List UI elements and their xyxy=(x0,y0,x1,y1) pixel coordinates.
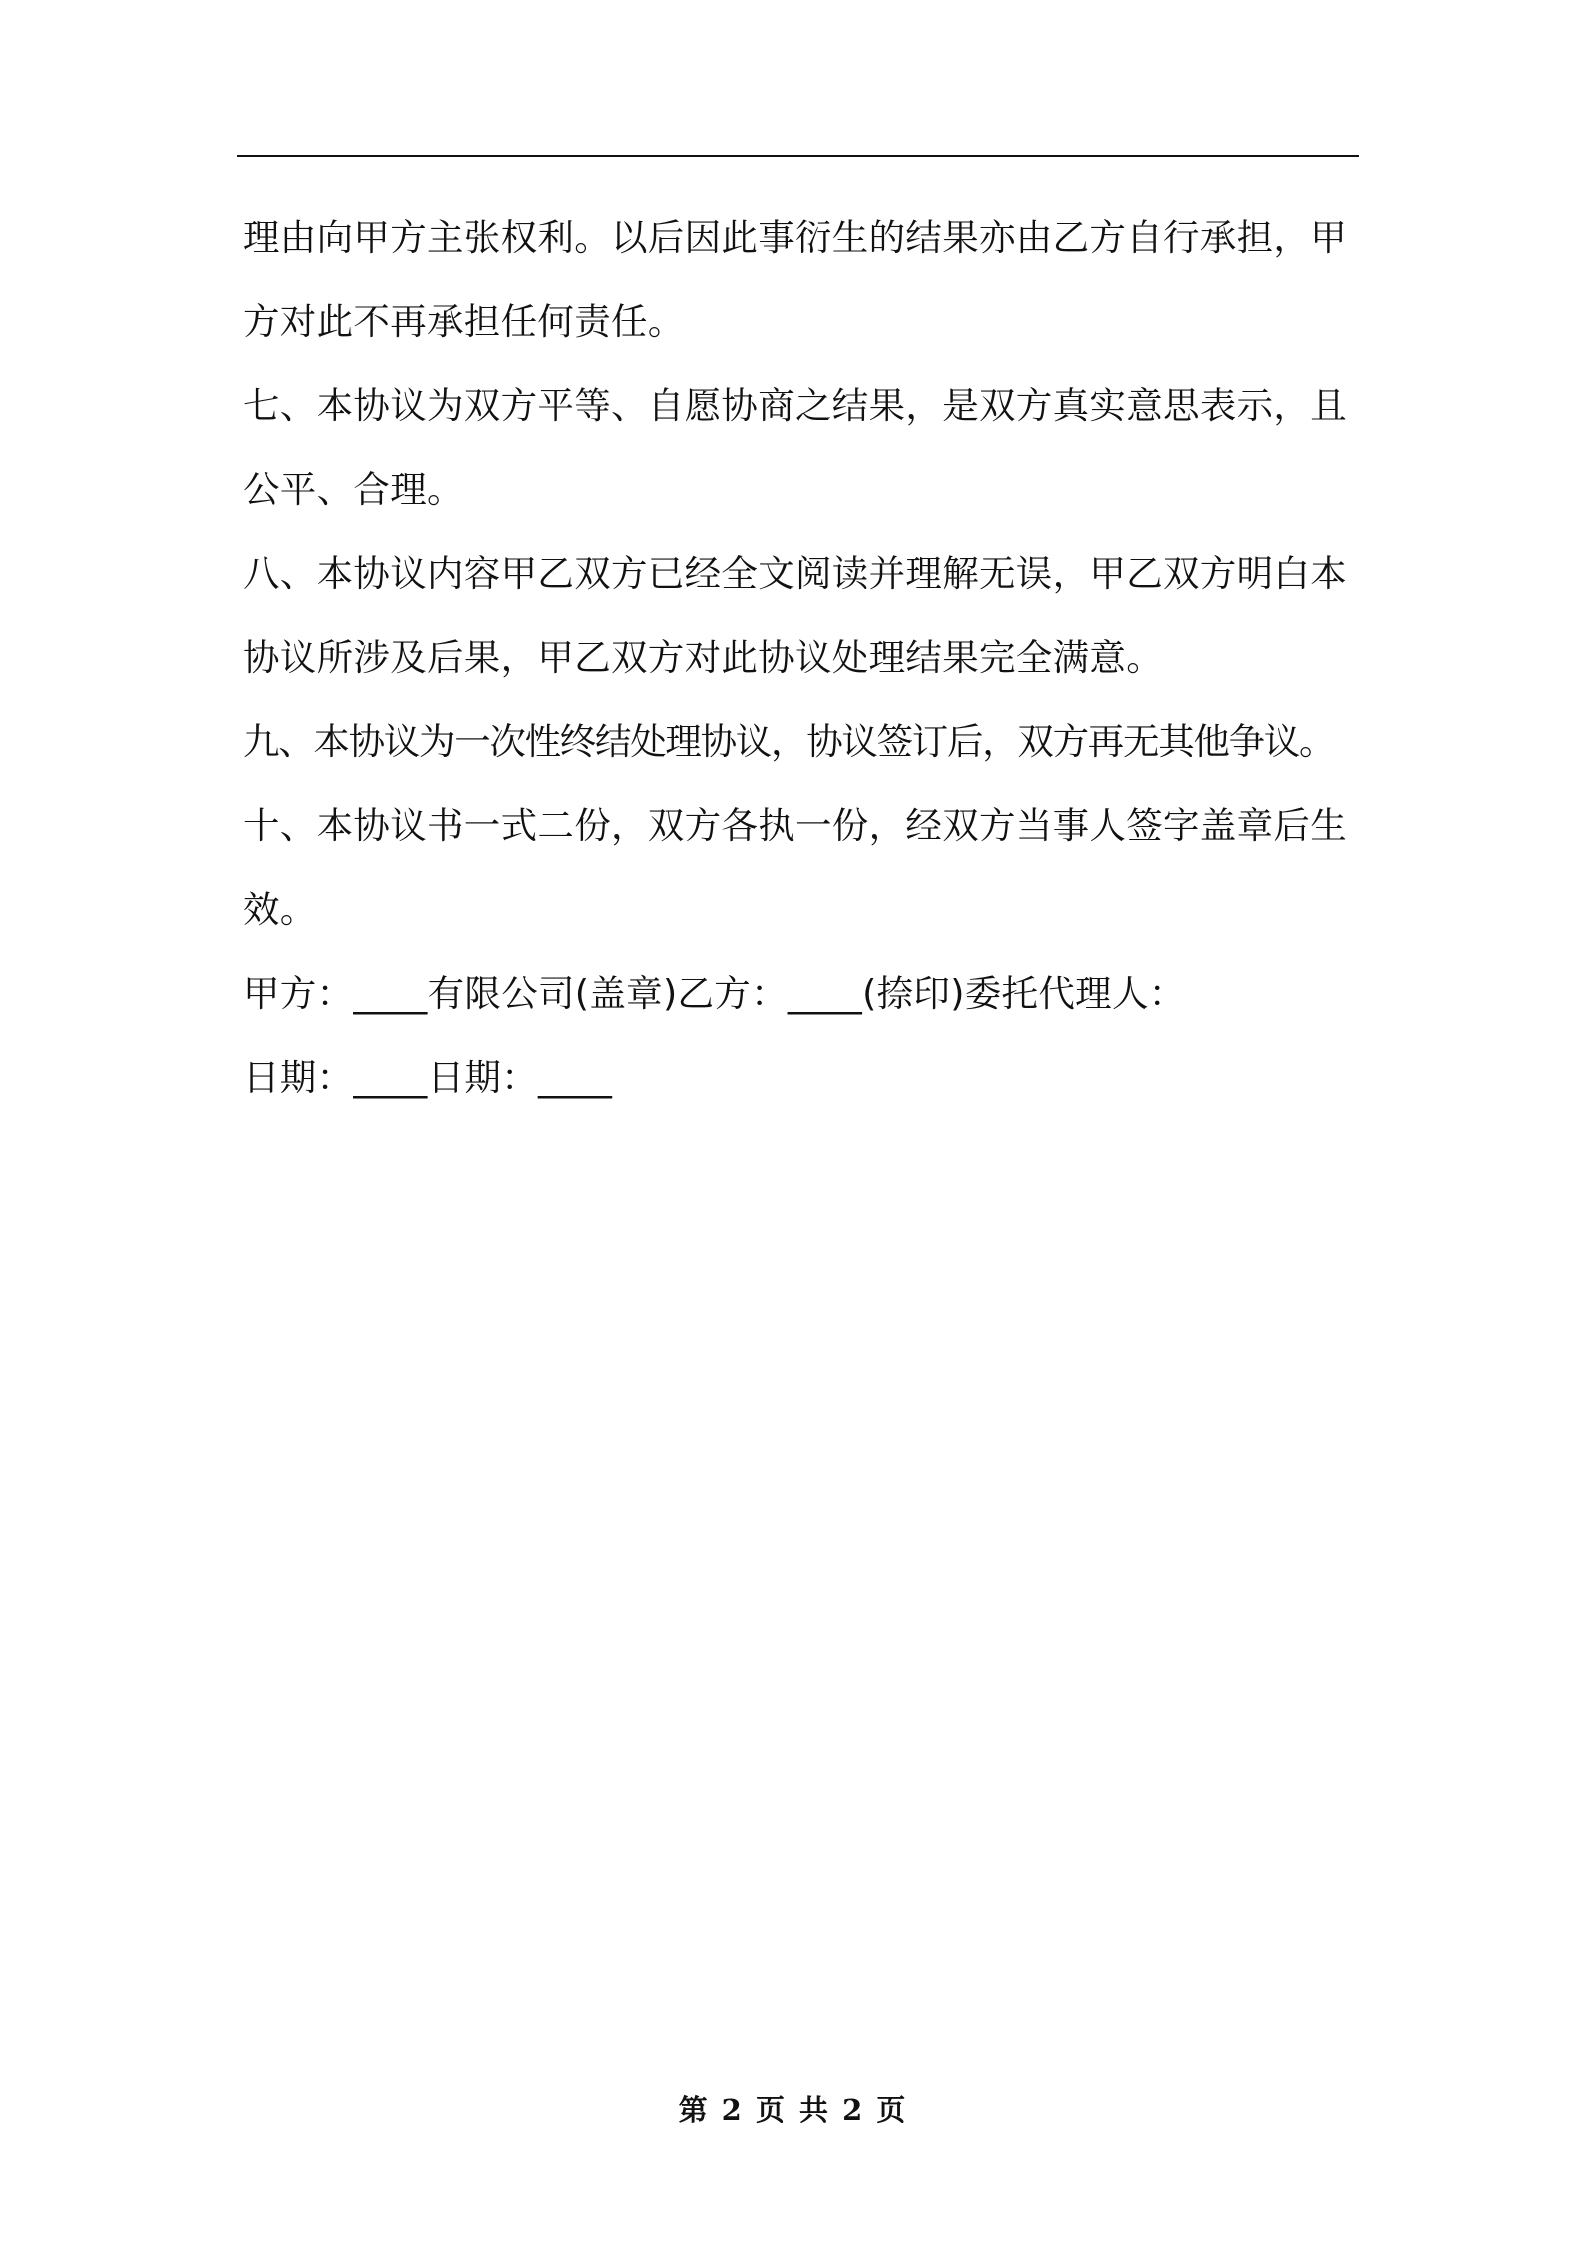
clause-ten: 十、本协议书一式二份，双方各执一份，经双方当事人签字盖章后生效。 xyxy=(243,804,1347,931)
clause-nine: 九、本协议为一次性终结处理协议，协议签订后，双方再无其他争议。 xyxy=(243,720,1335,763)
document-body xyxy=(243,196,1359,1120)
header-divider xyxy=(237,155,1359,157)
page-number: 第 2 页 共 2 页 xyxy=(678,2093,908,2127)
signature-line: 甲方：____有限公司(盖章)乙方：____(捺印)委托代理人： xyxy=(243,972,1186,1015)
clause-eight: 八、本协议内容甲乙双方已经全文阅读并理解无误，甲乙双方明白本协议所涉及后果，甲乙双方对此协议处理结果完全满意。 xyxy=(243,552,1347,679)
paragraph-continuation: 理由向甲方主张权利。以后因此事衍生的结果亦由乙方自行承担，甲方对此不再承担任何责任。 xyxy=(243,216,1347,343)
clause-seven: 七、本协议为双方平等、自愿协商之结果，是双方真实意思表示，且公平、合理。 xyxy=(243,384,1347,511)
date-line: 日期：____日期：____ xyxy=(243,1056,613,1099)
